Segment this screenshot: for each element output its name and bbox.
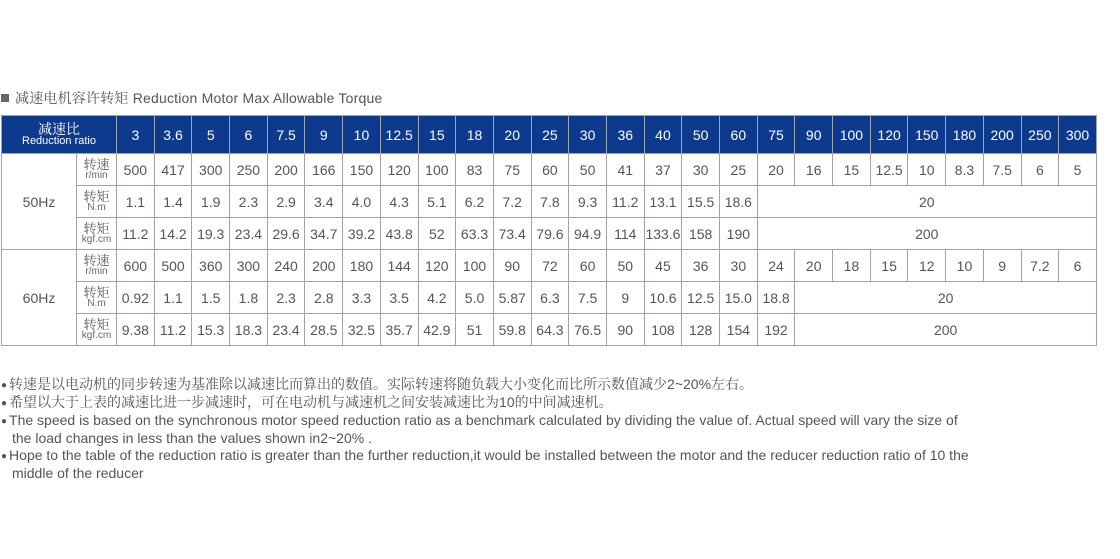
value-cell: 300 — [230, 250, 268, 282]
value-cell: 150 — [343, 154, 381, 186]
value-cell: 4.2 — [418, 282, 456, 314]
row-label-unit: r/min — [85, 265, 108, 277]
ratio-cell: 90 — [795, 116, 833, 154]
value-cell: 15 — [833, 154, 871, 186]
value-cell: 154 — [720, 314, 758, 346]
value-cell: 39.2 — [343, 218, 381, 250]
value-cell: 90 — [606, 314, 644, 346]
value-cell: 7.2 — [1021, 250, 1059, 282]
value-cell: 12.5 — [870, 154, 908, 186]
row-label-unit: N.m — [87, 297, 106, 309]
value-cell: 37 — [644, 154, 682, 186]
note-line — [1, 430, 1116, 447]
value-cell: 7.8 — [531, 186, 569, 218]
row-label-zh: 转速 — [83, 252, 110, 268]
section-title-text: 减速电机容许转矩 Reduction Motor Max Allowable Torque — [15, 90, 383, 106]
row-label-zh: 转矩 — [83, 284, 110, 300]
value-cell: 18.3 — [230, 314, 268, 346]
value-cell: 83 — [456, 154, 494, 186]
value-cell: 32.5 — [343, 314, 381, 346]
note-text: Hope to the table of the reduction ratio is greater than the further reduction,it would be installed between the motor and the reducer reduction ratio of 10 the — [9, 447, 969, 463]
merged-value-cell: 200 — [795, 314, 1097, 346]
row-label-cell — [77, 154, 117, 186]
value-cell: 15.0 — [720, 282, 758, 314]
value-cell: 6 — [1059, 250, 1097, 282]
row-label-zh: 转矩 — [83, 220, 110, 236]
value-cell: 7.5 — [569, 282, 607, 314]
row-label-unit: kgf.cm — [81, 329, 112, 341]
note-line — [1, 394, 1116, 412]
ratio-cell: 3 — [117, 116, 155, 154]
bullet-icon: ● — [1, 451, 8, 462]
value-cell: 500 — [154, 250, 192, 282]
ratio-cell: 10 — [343, 116, 381, 154]
note-text: 希望以大于上表的减速比进一步减速时，可在电动机与减速机之间安装减速比为10的中间减速机。 — [9, 394, 613, 410]
value-cell: 2.3 — [230, 186, 268, 218]
value-cell: 18.8 — [757, 282, 795, 314]
row-label-zh: 转矩 — [83, 188, 110, 204]
note-text: the load changes in less than the values shown in2~20% . — [12, 430, 372, 446]
value-cell: 76.5 — [569, 314, 607, 346]
value-cell: 1.1 — [117, 186, 155, 218]
value-cell: 73.4 — [493, 218, 531, 250]
note-text: The speed is based on the synchronous motor speed reduction ratio as a benchmark calculated by dividing the value of. Actual speed will vary the size of — [9, 412, 958, 428]
value-cell: 30 — [682, 154, 720, 186]
ratio-cell: 18 — [456, 116, 494, 154]
row-label-zh: 转矩 — [83, 316, 110, 332]
ratio-cell: 300 — [1059, 116, 1097, 154]
value-cell: 9 — [606, 282, 644, 314]
value-cell: 300 — [192, 154, 230, 186]
value-cell: 60 — [531, 154, 569, 186]
note-item — [1, 394, 1116, 412]
value-cell: 166 — [305, 154, 343, 186]
value-cell: 52 — [418, 218, 456, 250]
value-cell: 240 — [267, 250, 305, 282]
value-cell: 3.5 — [380, 282, 418, 314]
ratio-cell: 60 — [720, 116, 758, 154]
value-cell: 180 — [343, 250, 381, 282]
note-line — [1, 465, 1116, 482]
value-cell: 4.0 — [343, 186, 381, 218]
ratio-cell: 9 — [305, 116, 343, 154]
value-cell: 6.2 — [456, 186, 494, 218]
value-cell: 72 — [531, 250, 569, 282]
value-cell: 158 — [682, 218, 720, 250]
merged-value-cell: 200 — [757, 218, 1096, 250]
value-cell: 2.3 — [267, 282, 305, 314]
row-label-cell — [77, 218, 117, 250]
value-cell: 100 — [418, 154, 456, 186]
value-cell: 20 — [795, 250, 833, 282]
value-cell: 34.7 — [305, 218, 343, 250]
value-cell: 9 — [983, 250, 1021, 282]
value-cell: 12.5 — [682, 282, 720, 314]
value-cell: 41 — [606, 154, 644, 186]
value-cell: 64.3 — [531, 314, 569, 346]
value-cell: 15 — [870, 250, 908, 282]
value-cell: 43.8 — [380, 218, 418, 250]
ratio-cell: 20 — [493, 116, 531, 154]
value-cell: 28.5 — [305, 314, 343, 346]
ratio-cell: 150 — [908, 116, 946, 154]
section-title — [1, 88, 382, 108]
value-cell: 12 — [908, 250, 946, 282]
ratio-cell: 6 — [230, 116, 268, 154]
value-cell: 120 — [380, 154, 418, 186]
ratio-cell: 40 — [644, 116, 682, 154]
value-cell: 24 — [757, 250, 795, 282]
value-cell: 14.2 — [154, 218, 192, 250]
value-cell: 114 — [606, 218, 644, 250]
value-cell: 417 — [154, 154, 192, 186]
value-cell: 50 — [569, 154, 607, 186]
ratio-cell: 50 — [682, 116, 720, 154]
value-cell: 200 — [267, 154, 305, 186]
ratio-cell: 180 — [946, 116, 984, 154]
value-cell: 10 — [908, 154, 946, 186]
square-bullet-icon — [1, 94, 9, 102]
value-cell: 6.3 — [531, 282, 569, 314]
value-cell: 63.3 — [456, 218, 494, 250]
value-cell: 4.3 — [380, 186, 418, 218]
note-text: middle of the reducer — [12, 465, 144, 481]
row-label-unit: N.m — [87, 201, 106, 213]
value-cell: 7.5 — [983, 154, 1021, 186]
note-item — [1, 376, 1116, 394]
row-label-zh: 转速 — [83, 156, 110, 172]
value-cell: 7.2 — [493, 186, 531, 218]
value-cell: 50 — [606, 250, 644, 282]
value-cell: 5.87 — [493, 282, 531, 314]
value-cell: 1.9 — [192, 186, 230, 218]
value-cell: 500 — [117, 154, 155, 186]
ratio-cell: 250 — [1021, 116, 1059, 154]
value-cell: 11.2 — [154, 314, 192, 346]
value-cell: 0.92 — [117, 282, 155, 314]
value-cell: 108 — [644, 314, 682, 346]
value-cell: 45 — [644, 250, 682, 282]
value-cell: 133.6 — [644, 218, 682, 250]
ratio-cell: 15 — [418, 116, 456, 154]
value-cell: 144 — [380, 250, 418, 282]
value-cell: 79.6 — [531, 218, 569, 250]
row-label-cell — [77, 282, 117, 314]
value-cell: 13.1 — [644, 186, 682, 218]
ratio-cell: 3.6 — [154, 116, 192, 154]
value-cell: 23.4 — [230, 218, 268, 250]
merged-value-cell: 20 — [795, 282, 1097, 314]
value-cell: 29.6 — [267, 218, 305, 250]
note-line — [1, 376, 1116, 394]
table-row — [2, 314, 1097, 346]
row-label-cell — [77, 186, 117, 218]
ratio-cell: 120 — [870, 116, 908, 154]
value-cell: 35.7 — [380, 314, 418, 346]
value-cell: 360 — [192, 250, 230, 282]
table-row — [2, 218, 1097, 250]
frequency-cell: 50Hz — [2, 154, 77, 250]
value-cell: 60 — [569, 250, 607, 282]
value-cell: 9.3 — [569, 186, 607, 218]
value-cell: 5 — [1059, 154, 1097, 186]
value-cell: 128 — [682, 314, 720, 346]
row-label-cell — [77, 314, 117, 346]
note-item — [1, 447, 1116, 482]
merged-value-cell: 20 — [757, 186, 1096, 218]
ratio-cell: 36 — [606, 116, 644, 154]
value-cell: 250 — [230, 154, 268, 186]
value-cell: 192 — [757, 314, 795, 346]
value-cell: 18 — [833, 250, 871, 282]
value-cell: 3.3 — [343, 282, 381, 314]
value-cell: 94.9 — [569, 218, 607, 250]
table-row — [2, 250, 1097, 282]
value-cell: 5.1 — [418, 186, 456, 218]
note-item — [1, 412, 1116, 447]
torque-table — [1, 115, 1097, 346]
frequency-cell: 60Hz — [2, 250, 77, 346]
note-line — [1, 447, 1116, 465]
value-cell: 11.2 — [606, 186, 644, 218]
row-label-unit: r/min — [85, 169, 108, 181]
value-cell: 2.9 — [267, 186, 305, 218]
value-cell: 1.5 — [192, 282, 230, 314]
value-cell: 30 — [720, 250, 758, 282]
value-cell: 2.8 — [305, 282, 343, 314]
ratio-cell: 30 — [569, 116, 607, 154]
ratio-cell: 100 — [833, 116, 871, 154]
value-cell: 10.6 — [644, 282, 682, 314]
value-cell: 25 — [720, 154, 758, 186]
value-cell: 75 — [493, 154, 531, 186]
value-cell: 1.1 — [154, 282, 192, 314]
notes — [1, 376, 1116, 482]
value-cell: 190 — [720, 218, 758, 250]
table-row — [2, 282, 1097, 314]
ratio-header-zh: 减速比 — [38, 120, 80, 137]
value-cell: 100 — [456, 250, 494, 282]
note-line — [1, 412, 1116, 430]
row-label-unit: kgf.cm — [81, 233, 112, 245]
value-cell: 51 — [456, 314, 494, 346]
value-cell: 15.3 — [192, 314, 230, 346]
value-cell: 1.8 — [230, 282, 268, 314]
ratio-cell: 200 — [983, 116, 1021, 154]
value-cell: 6 — [1021, 154, 1059, 186]
ratio-cell: 75 — [757, 116, 795, 154]
value-cell: 10 — [946, 250, 984, 282]
ratio-cell: 25 — [531, 116, 569, 154]
value-cell: 600 — [117, 250, 155, 282]
value-cell: 15.5 — [682, 186, 720, 218]
value-cell: 200 — [305, 250, 343, 282]
value-cell: 90 — [493, 250, 531, 282]
value-cell: 16 — [795, 154, 833, 186]
note-text: 转速是以电动机的同步转速为基准除以减速比而算出的数值。实际转速将随负载大小变化而比所示数值减少2~20%左右。 — [9, 376, 754, 392]
value-cell: 5.0 — [456, 282, 494, 314]
value-cell: 1.4 — [154, 186, 192, 218]
ratio-header-en: Reduction ratio — [22, 134, 96, 147]
value-cell: 3.4 — [305, 186, 343, 218]
value-cell: 36 — [682, 250, 720, 282]
value-cell: 120 — [418, 250, 456, 282]
table-row — [2, 154, 1097, 186]
value-cell: 11.2 — [117, 218, 155, 250]
table-row — [2, 186, 1097, 218]
bullet-icon: ● — [1, 380, 8, 391]
value-cell: 20 — [757, 154, 795, 186]
bullet-icon: ● — [1, 416, 8, 427]
ratio-cell: 7.5 — [267, 116, 305, 154]
value-cell: 59.8 — [493, 314, 531, 346]
value-cell: 23.4 — [267, 314, 305, 346]
value-cell: 42.9 — [418, 314, 456, 346]
ratio-header-cell — [2, 116, 117, 154]
bullet-icon: ● — [1, 398, 8, 409]
value-cell: 18.6 — [720, 186, 758, 218]
value-cell: 8.3 — [946, 154, 984, 186]
value-cell: 9.38 — [117, 314, 155, 346]
row-label-cell — [77, 250, 117, 282]
value-cell: 19.3 — [192, 218, 230, 250]
ratio-cell: 5 — [192, 116, 230, 154]
ratio-cell: 12.5 — [380, 116, 418, 154]
